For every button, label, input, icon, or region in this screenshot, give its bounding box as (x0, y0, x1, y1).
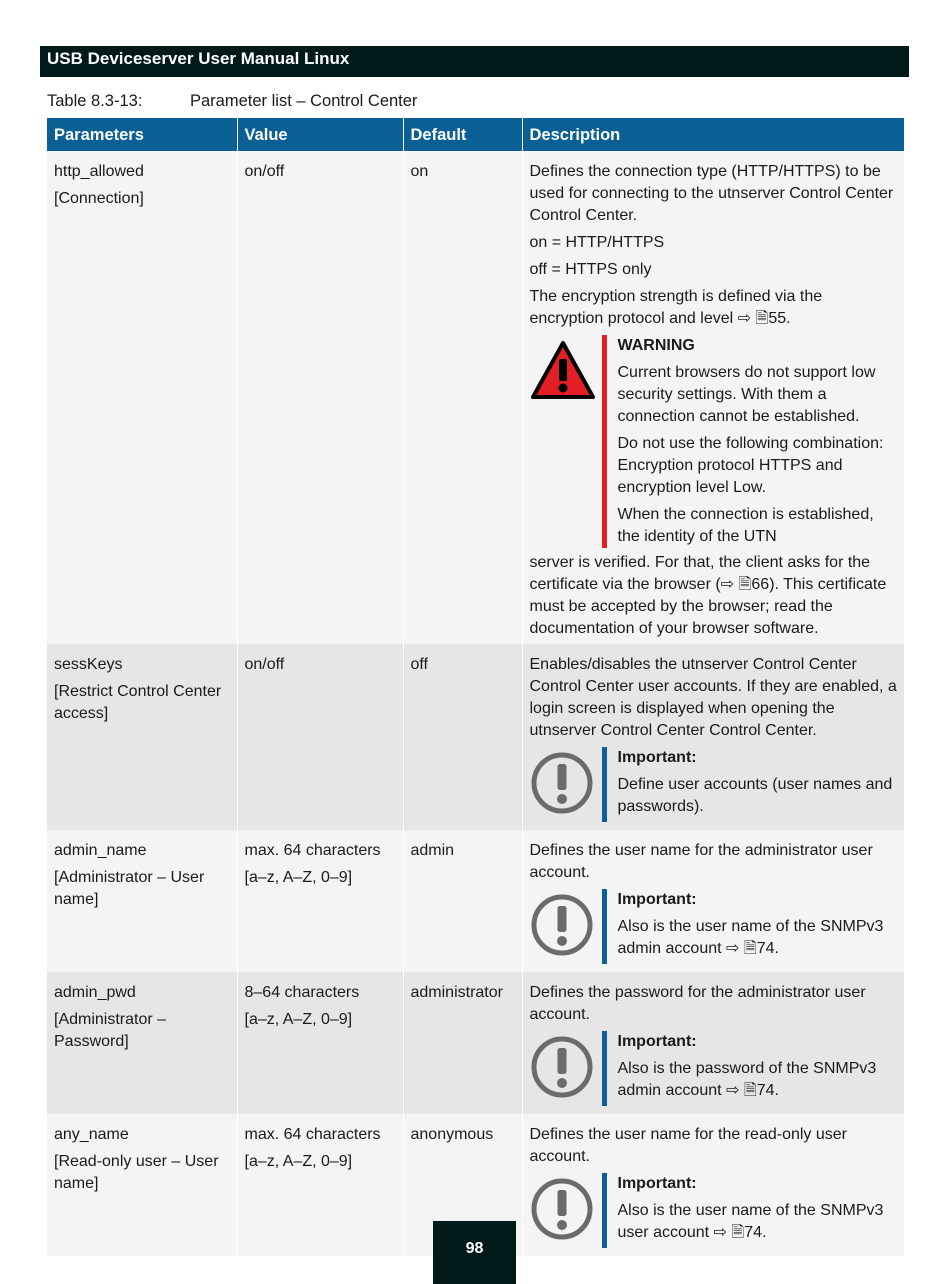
description-text: off = HTTPS only (529, 261, 652, 278)
note-bar (602, 889, 607, 964)
important-note (530, 1173, 898, 1248)
important-exclamation-icon (530, 1173, 602, 1248)
warning-note (530, 335, 898, 548)
important-exclamation-icon (530, 747, 602, 822)
description-text: Defines the user name for the administrator user account. (529, 842, 873, 881)
page-number: 98 (433, 1221, 516, 1284)
param-label: [Read-only user – User name] (54, 1153, 219, 1192)
table-row (47, 644, 904, 830)
description-text: Defines the connection type (HTTP/HTTPS) to be used for connecting to the utnserver Control Center Control Center. (529, 163, 894, 224)
param-cell (47, 644, 237, 830)
table-row (47, 972, 904, 1114)
value-text: 8–64 characters (244, 984, 360, 1001)
default-cell (403, 830, 522, 972)
note-bar (602, 1173, 607, 1248)
param-label: [Restrict Control Center access] (54, 683, 222, 722)
note-title: Important: (617, 1033, 697, 1050)
param-cell (47, 1114, 237, 1256)
note-body (618, 747, 898, 822)
note-title: WARNING (617, 337, 695, 354)
table-title: Parameter list – Control Center (190, 92, 418, 110)
table-row (47, 830, 904, 972)
note-text: Do not use the following combination: Encryption protocol HTTPS and encryption level Low. (617, 435, 884, 496)
param-name: admin_name (54, 842, 147, 859)
column-header-value: Value (237, 118, 403, 151)
table-header-row (47, 118, 904, 151)
important-exclamation-icon (530, 1031, 602, 1106)
description-cell (522, 644, 904, 830)
column-header-description: Description (522, 118, 904, 151)
default-cell (403, 972, 522, 1114)
param-name: http_allowed (54, 163, 144, 180)
parameter-table (47, 118, 904, 1256)
description-text: Defines the user name for the read-only user account. (529, 1126, 847, 1165)
note-title: Important: (617, 749, 697, 766)
note-body (618, 1031, 898, 1106)
table-caption (47, 91, 418, 111)
value-text: on/off (244, 163, 285, 180)
description-cell (522, 972, 904, 1114)
note-text: When the connection is established, the identity of the UTN (617, 506, 874, 545)
note-title: Important: (617, 1175, 697, 1192)
description-cell (522, 151, 904, 644)
note-text: Current browsers do not support low security settings. With them a connection cannot be established. (617, 364, 876, 425)
note-body (618, 335, 898, 548)
note-text: Also is the password of the SNMPv3 admin account ⇨ 🗎74. (617, 1060, 877, 1099)
value-cell (237, 972, 403, 1114)
description-cell (522, 1114, 904, 1256)
param-label: [Connection] (54, 190, 144, 207)
note-bar (602, 335, 607, 548)
value-cell (237, 644, 403, 830)
value-cell (237, 830, 403, 972)
note-title: Important: (617, 891, 697, 908)
column-header-default: Default (403, 118, 522, 151)
note-body (618, 889, 898, 964)
param-name: admin_pwd (54, 984, 136, 1001)
param-name: sessKeys (54, 656, 123, 673)
note-body (618, 1173, 898, 1248)
default-value: admin (410, 842, 455, 859)
important-note (530, 747, 898, 822)
default-value: administrator (410, 984, 503, 1001)
value-cell (237, 1114, 403, 1256)
param-cell (47, 151, 237, 644)
value-range: [a–z, A–Z, 0–9] (244, 869, 353, 886)
document-header: USB Deviceserver User Manual Linux (40, 46, 909, 77)
description-text: Enables/disables the utnserver Control Center Control Center user accounts. If they are enabled, a login screen is displayed when opening the utnserver Control Center Control Center. (529, 656, 897, 739)
column-header-parameters: Parameters (47, 118, 237, 151)
important-note (530, 889, 898, 964)
value-text: max. 64 characters (244, 842, 381, 859)
table-row (47, 151, 904, 644)
note-bar (602, 1031, 607, 1106)
note-text: Also is the user name of the SNMPv3 admin account ⇨ 🗎74. (617, 918, 884, 957)
param-cell (47, 830, 237, 972)
table-number: Table 8.3-13: (47, 92, 143, 110)
value-text: on/off (244, 656, 285, 673)
value-cell (237, 151, 403, 644)
note-text: Also is the user name of the SNMPv3 user account ⇨ 🗎74. (617, 1202, 884, 1241)
default-value: off (410, 656, 428, 673)
important-exclamation-icon (530, 889, 602, 964)
default-cell (403, 151, 522, 644)
description-text: Defines the password for the administrator user account. (529, 984, 866, 1023)
param-cell (47, 972, 237, 1114)
description-text: on = HTTP/HTTPS (529, 234, 665, 251)
default-cell (403, 644, 522, 830)
default-value: on (410, 163, 429, 180)
value-range: [a–z, A–Z, 0–9] (244, 1153, 353, 1170)
default-value: anonymous (410, 1126, 494, 1143)
description-text: The encryption strength is defined via the encryption protocol and level ⇨ 🗎55. (529, 288, 823, 327)
param-name: any_name (54, 1126, 129, 1143)
value-range: [a–z, A–Z, 0–9] (244, 1011, 353, 1028)
note-bar (602, 747, 607, 822)
value-text: max. 64 characters (244, 1126, 381, 1143)
description-text: server is verified. For that, the client asks for the certificate via the browser (⇨ 🗎66). This certificate must be accepted by the browser; read the documentation of your browser software. (529, 554, 887, 637)
description-cell (522, 830, 904, 972)
note-text: Define user accounts (user names and passwords). (617, 776, 893, 815)
param-label: [Administrator – User name] (54, 869, 205, 908)
param-label: [Administrator – Password] (54, 1011, 167, 1050)
warning-triangle-icon (530, 335, 602, 548)
important-note (530, 1031, 898, 1106)
